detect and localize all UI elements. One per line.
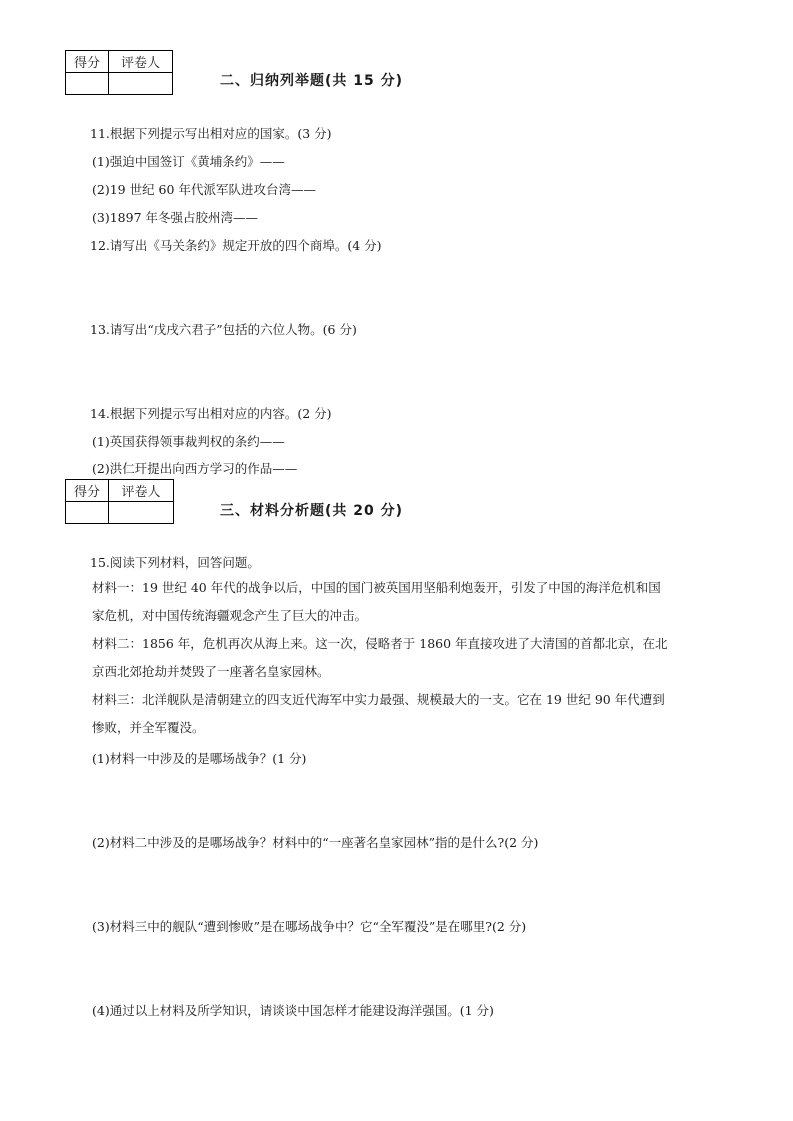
material-2-line-2: 京西北郊抢劫并焚毁了一座著名皇家园林。 xyxy=(92,664,330,679)
q13-stem: 13.请写出“戊戌六君子”包括的六位人物。(6 分) xyxy=(90,322,357,337)
score-cell[interactable] xyxy=(66,502,109,524)
q12-stem: 12.请写出《马关条约》规定开放的四个商埠。(4 分) xyxy=(90,238,382,253)
material-1-line-1: 材料一：19 世纪 40 年代的战争以后，中国的国门被英国用坚船利炮轰开，引发了中国的海洋危机和国 xyxy=(92,580,661,595)
grader-cell[interactable] xyxy=(109,73,173,95)
q11-item-1: (1)强迫中国签订《黄埔条约》—— xyxy=(92,154,285,169)
section3-title: 三、材料分析题(共 20 分) xyxy=(220,503,404,519)
score-cell[interactable] xyxy=(66,73,109,95)
material-2-line-1: 材料二：1856 年，危机再次从海上来。这一次，侵略者于 1860 年直接攻进了大清国的首都北京，在北 xyxy=(92,636,668,651)
material-1-line-2: 家危机，对中国传统海疆观念产生了巨大的冲击。 xyxy=(92,608,368,623)
score-table-section3 xyxy=(65,479,174,524)
q15-sub-2: (2)材料二中涉及的是哪场战争？材料中的“一座著名皇家园林”指的是什么?(2 分) xyxy=(92,835,539,850)
q11-stem: 11.根据下列提示写出相对应的国家。(3 分) xyxy=(90,126,332,141)
q11-item-2: (2)19 世纪 60 年代派军队进攻台湾—— xyxy=(92,182,316,197)
section2-title: 二、归纳列举题(共 15 分) xyxy=(220,73,404,89)
q15-sub-4: (4)通过以上材料及所学知识，请谈谈中国怎样才能建设海洋强国。(1 分) xyxy=(92,1003,494,1018)
q15-sub-3: (3)材料三中的舰队“遭到惨败”是在哪场战争中？它“全军覆没”是在哪里?(2 分) xyxy=(92,919,527,934)
score-table-section2 xyxy=(65,50,173,95)
material-3-line-1: 材料三：北洋舰队是清朝建立的四支近代海军中实力最强、规模最大的一支。它在 19 世纪 90 年代遭到 xyxy=(92,692,665,707)
score-label: 得分 xyxy=(66,480,109,502)
q15-stem: 15.阅读下列材料，回答问题。 xyxy=(90,555,260,570)
q14-item-2: (2)洪仁玕提出向西方学习的作品—— xyxy=(92,461,298,476)
q11-item-3: (3)1897 年冬强占胶州湾—— xyxy=(92,210,258,225)
score-label: 得分 xyxy=(66,51,109,73)
grader-cell[interactable] xyxy=(109,502,174,524)
material-3-line-2: 惨败，并全军覆没。 xyxy=(92,720,205,735)
q15-sub-1: (1)材料一中涉及的是哪场战争？(1 分) xyxy=(92,751,307,766)
grader-label: 评卷人 xyxy=(109,480,174,502)
q14-stem: 14.根据下列提示写出相对应的内容。(2 分) xyxy=(90,406,332,421)
q14-item-1: (1)英国获得领事裁判权的条约—— xyxy=(92,434,285,449)
grader-label: 评卷人 xyxy=(109,51,173,73)
